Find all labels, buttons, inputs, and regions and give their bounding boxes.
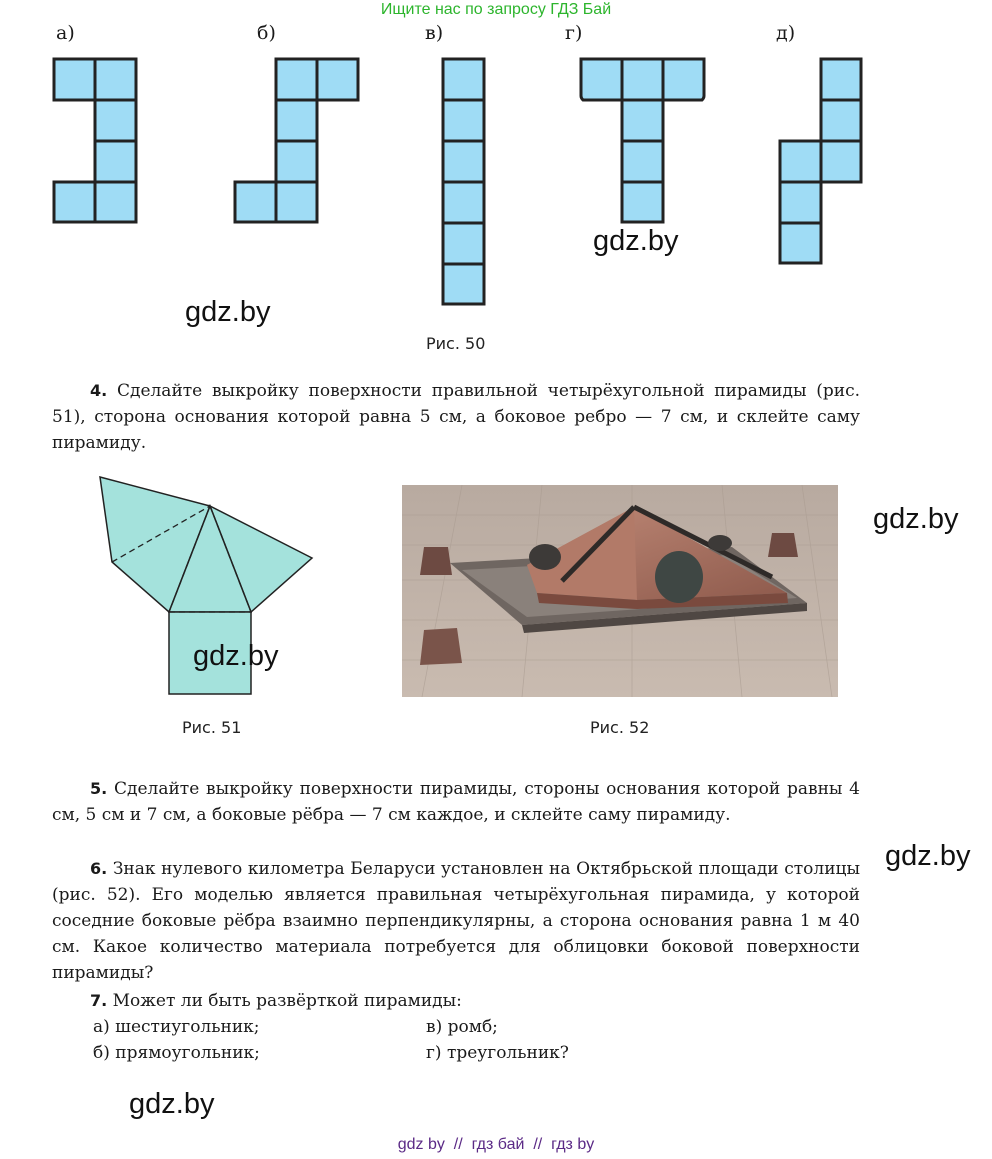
- watermark: gdz.by: [185, 296, 271, 328]
- option-v: в) ромб;: [426, 1017, 498, 1037]
- fig51-caption: Рис. 51: [182, 718, 242, 737]
- fig50-label-d: д): [776, 22, 796, 44]
- task-number: 5.: [90, 779, 108, 798]
- top-banner[interactable]: Ищите нас по запросу ГДЗ Бай: [380, 1, 612, 18]
- watermark: gdz.by: [593, 225, 679, 257]
- watermark: gdz.by: [873, 503, 959, 535]
- task-text: Знак нулевого километра Беларуси установлен на Октябрьской площади столицы (рис. 52). Его моделью является правильная четырёхугольная пирамида, у которой соседние боковые рёбра взаимно перпендикулярны, а сторона основания равна 1 м 40 см. Какое количество материала потребуется для облицовки боковой поверхности пирамиды?: [52, 859, 860, 983]
- task-text: Сделайте выкройку поверхности правильной четырёхугольной пирамиды (рис. 51), сторона основания которой равна 5 см, а боковое ребро — 7 см, и склейте саму пирамиду.: [52, 381, 861, 453]
- net-a: [54, 59, 136, 222]
- task-number: 4.: [90, 381, 108, 400]
- fig52-photo: [402, 485, 838, 697]
- task-4: [52, 378, 860, 456]
- task-7: [52, 988, 860, 1014]
- task-5: [52, 776, 860, 828]
- fig50-nets: [0, 0, 992, 320]
- net-v: [443, 59, 484, 304]
- fig50-label-v: в): [425, 22, 444, 44]
- option-g: г) треугольник?: [426, 1043, 569, 1063]
- net-g: [581, 59, 704, 222]
- task-number: 7.: [90, 991, 108, 1010]
- net-d: [780, 59, 861, 263]
- watermark: gdz.by: [129, 1088, 215, 1120]
- task-6: [52, 856, 860, 986]
- fig50-label-g: г): [565, 22, 583, 44]
- net-b: [235, 59, 358, 222]
- task-text: Сделайте выкройку поверхности пирамиды, стороны основания которой равны 4 см, 5 см и 7 см, а боковые рёбра — 7 см каждое, и склейте саму пирамиду.: [52, 779, 861, 825]
- fig50-label-a: а): [56, 22, 75, 44]
- option-b: б) прямоугольник;: [93, 1043, 260, 1063]
- watermark: gdz.by: [193, 640, 279, 672]
- watermark: gdz.by: [885, 840, 971, 872]
- option-a: а) шестиугольник;: [93, 1017, 260, 1037]
- footer-links[interactable]: gdz by // гдз бай // гдз by: [397, 1136, 595, 1153]
- task-text: Может ли быть развёрткой пирамиды:: [112, 991, 462, 1011]
- fig50-label-b: б): [257, 22, 276, 44]
- fig50-caption: Рис. 50: [426, 334, 486, 353]
- task-number: 6.: [90, 859, 108, 878]
- fig52-caption: Рис. 52: [590, 718, 650, 737]
